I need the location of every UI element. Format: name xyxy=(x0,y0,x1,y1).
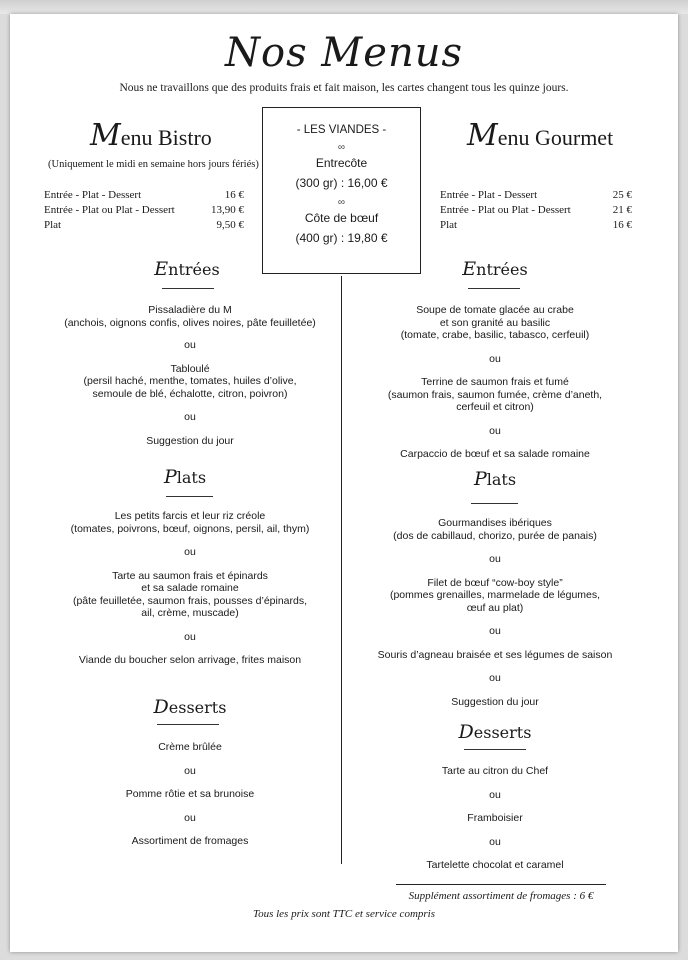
menu-line: Assortiment de fromages xyxy=(131,835,249,847)
or-separator: ou xyxy=(184,339,196,351)
or-separator: ou xyxy=(184,546,196,558)
page-title: Nos Menus xyxy=(224,30,463,76)
viandes-item-name: Côte de bœuf xyxy=(304,211,379,225)
price-label: Entrée - Plat - Dessert xyxy=(440,189,538,201)
menu-line: Pomme rôtie et sa brunoise xyxy=(125,788,255,800)
heading-rest: lats xyxy=(486,470,517,489)
gourmet-price-row xyxy=(440,188,632,203)
menu-line: Tarte au citron du Chef xyxy=(441,765,549,777)
heading-underline xyxy=(471,503,518,504)
menu-line: (saumon frais, saumon fumée, crème d’aneth, xyxy=(387,388,603,401)
page-subtitle: Nous ne travaillons que des produits frais et fait maison, les cartes changent tous les quinze jours. xyxy=(119,82,569,94)
gourmet-title-initial: M xyxy=(467,118,498,153)
menu-line: Viande du boucher selon arrivage, frites maison xyxy=(78,654,302,666)
menu-line: Framboisier xyxy=(467,812,523,824)
menu-line: Filet de bœuf “cow-boy style” xyxy=(427,576,563,589)
bistro-entrees-list xyxy=(20,304,360,447)
footer-note: Tous les prix sont TTC et service compris xyxy=(252,908,435,920)
heading-underline xyxy=(464,749,526,750)
menu-line: Crème brûlée xyxy=(158,741,222,753)
or-separator: ou xyxy=(489,788,501,801)
menu-line: Suggestion du jour xyxy=(451,695,539,708)
price-label: Entrée - Plat ou Plat - Dessert xyxy=(44,204,175,216)
menu-line: (persil haché, menthe, tomates, huiles d’olive, xyxy=(83,375,297,387)
price-value: 25 € xyxy=(612,189,632,201)
ornament-icon: ∞ xyxy=(337,197,346,208)
gourmet-desserts-list xyxy=(340,765,650,872)
heading-rest: lats xyxy=(176,468,207,487)
viandes-item-name: Entrecôte xyxy=(315,156,368,170)
heading-underline xyxy=(157,724,219,725)
footer-divider xyxy=(396,884,606,885)
or-separator: ou xyxy=(184,411,196,423)
bistro-title xyxy=(90,118,212,153)
menu-line: et sa salade romaine xyxy=(141,582,239,594)
heading-underline xyxy=(468,288,520,289)
bistro-desserts-list xyxy=(20,741,360,848)
bistro-plats-heading xyxy=(125,466,245,488)
price-value: 13,90 € xyxy=(211,204,244,216)
menu-line: Carpaccio de bœuf et sa salade romaine xyxy=(400,448,590,460)
or-separator: ou xyxy=(489,835,501,848)
bistro-entrees-heading xyxy=(122,258,252,280)
or-separator: ou xyxy=(489,625,501,637)
heading-initial: E xyxy=(154,258,169,280)
menu-line: cerfeuil et citron) xyxy=(456,401,534,413)
bistro-desserts-heading xyxy=(120,696,260,718)
heading-initial: E xyxy=(462,258,477,280)
bistro-price-row xyxy=(44,203,244,218)
menu-line: (pâte feuilletée, saumon frais, pousses d’épinards, xyxy=(72,594,308,607)
menu-line: semoule de blé, échalotte, citron, poivron) xyxy=(92,387,288,400)
menu-line: Les petits farcis et leur riz créole xyxy=(114,510,266,522)
menu-line: Terrine de saumon frais et fumé xyxy=(421,376,569,388)
heading-initial: P xyxy=(473,468,487,490)
menu-line: (pommes grenailles, marmelade de légumes, xyxy=(389,589,601,601)
bistro-title-initial: M xyxy=(90,118,121,153)
heading-underline xyxy=(166,496,213,497)
price-label: Plat xyxy=(440,219,458,231)
price-value: 9,50 € xyxy=(216,219,244,231)
gourmet-title xyxy=(467,118,613,153)
ornament-icon: ∞ xyxy=(337,142,346,153)
bistro-price-list xyxy=(44,188,244,233)
menu-line: Tabloulé xyxy=(170,362,210,375)
bistro-note: (Uniquement le midi en semaine hors jours fériés) xyxy=(48,159,259,170)
menu-page xyxy=(10,14,678,952)
menu-line: Soupe de tomate glacée au crabe xyxy=(416,304,574,316)
or-separator: ou xyxy=(184,630,196,643)
menu-line: Tarte au saumon frais et épinards xyxy=(112,569,268,582)
heading-underline xyxy=(162,288,214,289)
menu-line: œuf au plat) xyxy=(466,601,524,614)
menu-line: ail, crème, muscade) xyxy=(141,607,239,619)
menu-line: (dos de cabillaud, chorizo, purée de panais) xyxy=(393,529,597,542)
menu-line: (tomate, crabe, basilic, tabasco, cerfeuil) xyxy=(400,329,590,341)
or-separator: ou xyxy=(489,424,501,437)
price-value: 16 € xyxy=(224,189,244,201)
price-label: Entrée - Plat - Dessert xyxy=(44,189,142,201)
price-label: Entrée - Plat ou Plat - Dessert xyxy=(440,204,571,216)
heading-rest: esserts xyxy=(168,698,227,717)
price-value: 16 € xyxy=(612,219,632,231)
menu-line: (anchois, oignons confis, olives noires, pâte feuilletée) xyxy=(64,316,316,329)
heading-rest: esserts xyxy=(473,723,532,742)
gourmet-plats-list xyxy=(340,517,650,708)
viandes-title: - LES VIANDES - xyxy=(296,124,387,136)
menu-line: Gourmandises ibériques xyxy=(438,517,552,529)
bistro-title-rest: enu Bistro xyxy=(120,125,212,150)
or-separator: ou xyxy=(489,672,501,684)
or-separator: ou xyxy=(184,811,196,824)
supplement-note: Supplément assortiment de fromages : 6 € xyxy=(408,890,594,902)
menu-line: Pissaladière du M xyxy=(148,304,232,316)
or-separator: ou xyxy=(489,553,501,565)
viandes-box xyxy=(262,107,421,274)
menu-line: Suggestion du jour xyxy=(146,434,234,447)
bistro-price-row xyxy=(44,218,244,233)
heading-rest: ntrées xyxy=(476,260,528,279)
gourmet-desserts-heading xyxy=(425,721,565,743)
price-label: Plat xyxy=(44,219,62,231)
menu-line: Tartelette chocolat et caramel xyxy=(426,859,564,871)
menu-line: Souris d’agneau braisée et ses légumes de saison xyxy=(377,648,613,661)
gourmet-entrees-list xyxy=(340,304,650,461)
gourmet-plats-heading xyxy=(435,468,555,490)
bistro-plats-list xyxy=(20,510,360,667)
heading-initial: D xyxy=(153,696,169,718)
menu-line: (tomates, poivrons, bœuf, oignons, persil, ail, thym) xyxy=(70,522,310,535)
gourmet-entrees-heading xyxy=(430,258,560,280)
price-value: 21 € xyxy=(612,204,632,216)
window-top-edge xyxy=(0,0,688,14)
heading-initial: P xyxy=(163,466,177,488)
heading-rest: ntrées xyxy=(168,260,220,279)
gourmet-title-rest: enu Gourmet xyxy=(497,125,614,150)
gourmet-price-list xyxy=(440,188,632,233)
heading-initial: D xyxy=(458,721,474,743)
viandes-item-price: (300 gr) : 16,00 € xyxy=(295,176,388,190)
or-separator: ou xyxy=(184,764,196,777)
menu-line: et son granité au basilic xyxy=(439,316,551,329)
viandes-item-price: (400 gr) : 19,80 € xyxy=(295,231,388,245)
gourmet-price-row xyxy=(440,203,632,218)
bistro-price-row xyxy=(44,188,244,203)
gourmet-price-row xyxy=(440,218,632,233)
or-separator: ou xyxy=(489,352,501,365)
